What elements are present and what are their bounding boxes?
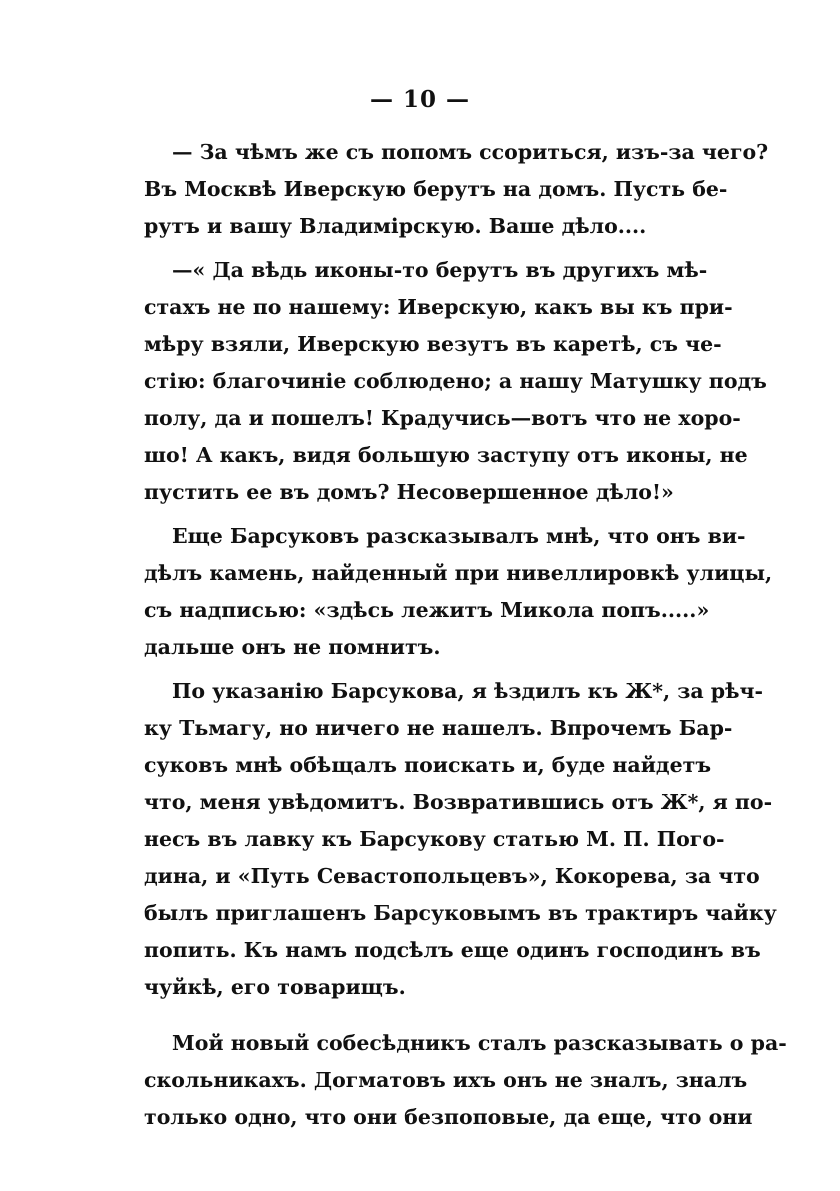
text-line: — За чѣмъ же съ попомъ ссориться, изъ-за чего? — [172, 140, 769, 164]
text-line: Еще Барсуковъ разсказывалъ мнѣ, что онъ ви- — [172, 524, 746, 548]
text-line: дина, и «Путь Севастопольцевъ», Кокорева, за что — [144, 864, 760, 888]
text-line: Въ Москвѣ Иверскую берутъ на домъ. Пусть бе- — [144, 177, 728, 201]
paragraph-2 — [144, 252, 767, 511]
text-line: только одно, что они безпоповые, да еще, что они — [144, 1105, 753, 1129]
text-block — [144, 134, 787, 1136]
text-line: стахъ не по нашему: Иверскую, какъ вы къ при- — [144, 295, 733, 319]
text-line: чуйкѣ, его товарищъ. — [144, 975, 406, 999]
paragraph-5 — [144, 1025, 787, 1136]
text-line: По указанію Барсукова, я ѣздилъ къ Ж*, за рѣч- — [172, 679, 763, 703]
text-line: дѣлъ камень, найденный при нивеллировкѣ улицы, — [144, 561, 773, 585]
text-line: скольникахъ. Догматовъ ихъ онъ не зналъ, зналъ — [144, 1068, 748, 1092]
text-line: шо! А какъ, видя большую заступу отъ иконы, не — [144, 443, 748, 467]
text-line: ку Тьмагу, но ничего не нашелъ. Впрочемъ Бар- — [144, 716, 733, 740]
paragraph-4 — [144, 673, 777, 1006]
text-line: рутъ и вашу Владимірскую. Ваше дѣло.... — [144, 214, 647, 238]
text-line: пустить ее въ домъ? Несовершенное дѣло!» — [144, 480, 674, 504]
paragraph-1 — [144, 134, 769, 245]
paragraph-3 — [144, 518, 773, 666]
text-line: несъ въ лавку къ Барсукову статью М. П. Пого- — [144, 827, 725, 851]
text-line: что, меня увѣдомитъ. Возвратившись отъ Ж*, я по- — [144, 790, 773, 814]
text-line: мѣру взяли, Иверскую везутъ въ каретѣ, съ че- — [144, 332, 722, 356]
text-line: суковъ мнѣ обѣщалъ поискать и, буде найдетъ — [144, 753, 712, 777]
text-line: —« Да вѣдь иконы-то берутъ въ другихъ мѣ- — [172, 258, 708, 282]
text-line: дальше онъ не помнитъ. — [144, 635, 441, 659]
text-line: полу, да и пошелъ! Крадучись—вотъ что не хоро- — [144, 406, 741, 430]
text-line: стію: благочиніе соблюдено; а нашу Матушку подъ — [144, 369, 767, 393]
text-line: съ надписью: «здѣсь лежитъ Микола попъ.....» — [144, 598, 710, 622]
text-line: Мой новый собесѣдникъ сталъ разсказывать о ра- — [172, 1031, 787, 1055]
text-line: былъ приглашенъ Барсуковымъ въ трактиръ чайку — [144, 901, 777, 925]
page-number: — 10 — — [369, 86, 471, 113]
text-line: попить. Къ намъ подсѣлъ еще одинъ господинъ въ — [144, 938, 761, 962]
